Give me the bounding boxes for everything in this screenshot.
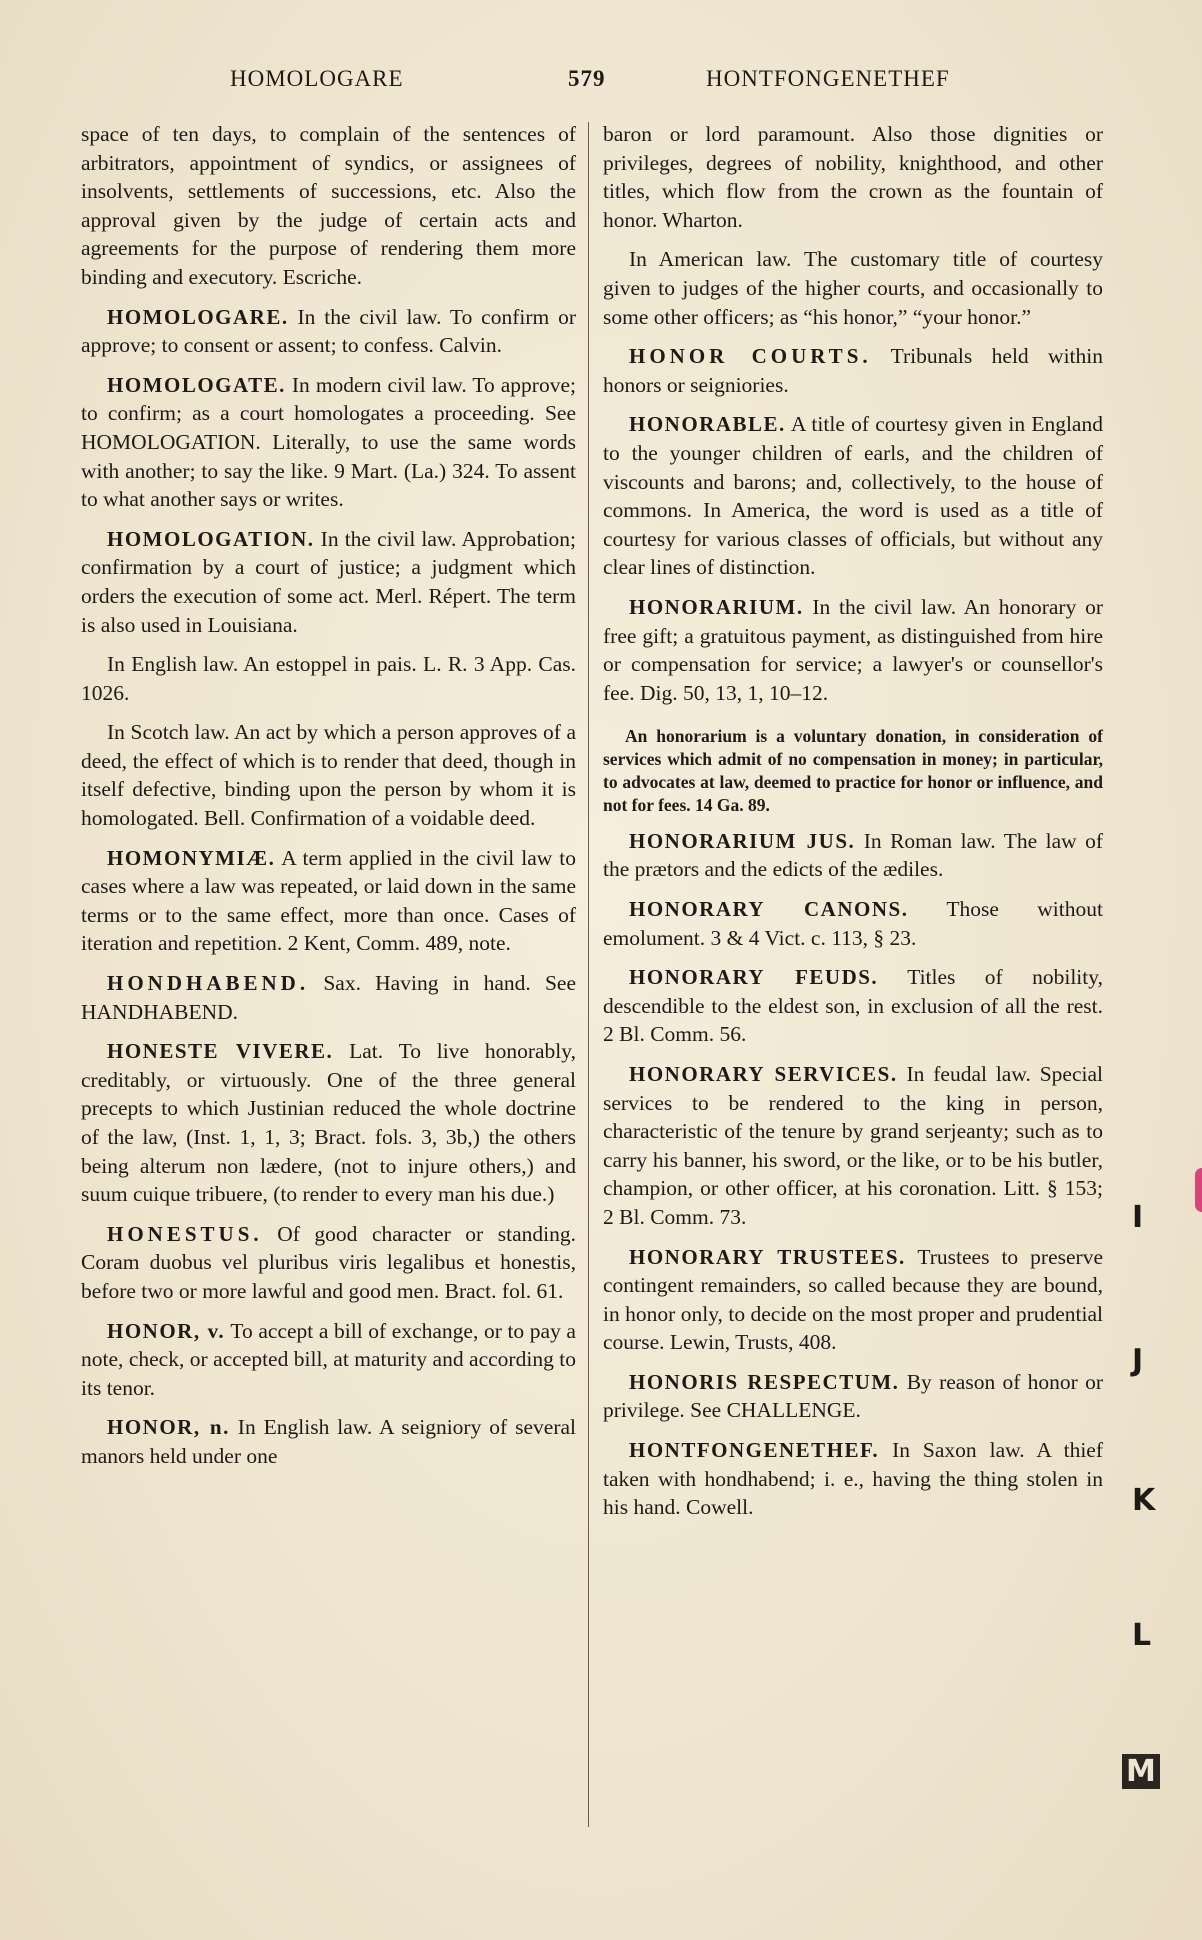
right-column [603,120,1103,1533]
continued-entry-american [603,245,1103,331]
entry-honestus [81,1220,576,1306]
headword: HONORARY TRUSTEES. [629,1244,906,1269]
thumb-index-letter[interactable]: M [1122,1754,1160,1789]
headword: HONOR, n. [107,1415,230,1440]
footnote: An honorarium is a voluntary donation, in consideration of services which admit of no compensation in money; in particular, to advocates at law, deemed to practice for honor or influence, and not for fees. 14 Ga. 89. [603,725,1103,815]
entry-text: In Saxon law. A thief taken with hondhabend; i. e., having the thing stolen in his hand. Cowell. [603,1438,1104,1520]
entry-homologare [81,303,576,360]
headword: HONORABLE. [629,412,786,437]
entry-text: In the civil law. Approbation; confirmation by a court of justice; a judgment which orders the execution of some act. Merl. Répert. The term is also used in Louisiana. [81,526,577,637]
entry-text: In the civil law. To confirm or approve; to consent or assent; to confess. Calvin. [81,304,577,358]
entry-honorary-services [603,1060,1103,1232]
headword: HONESTUS. [107,1221,263,1246]
entry-honorable [603,410,1103,582]
headword: HONDHABEND. [107,971,310,996]
entry-hondhabend [81,969,576,1026]
entry-honeste-vivere [81,1037,576,1209]
entry-hontfongenethef [603,1436,1103,1522]
entry-honorary-canons [603,895,1103,952]
page-number: 579 [568,66,606,91]
entry-text: To accept a bill of exchange, or to pay a note, check, or accepted bill, at maturity and according to its tenor. [81,1318,576,1400]
headword: HONORIS RESPECTUM. [629,1369,900,1394]
headword: HOMONYMIÆ. [107,845,276,870]
thumb-index-letter[interactable]: L [1132,1618,1152,1653]
entry-text: Those without emolument. 3 & 4 Vict. c. 113, § 23. [603,896,1103,950]
entry-honorary-feuds [603,963,1103,1049]
entry-text: baron or lord paramount. Also those dignities or privileges, degrees of nobility, knighthood, and other titles, which flow from the crown as the fountain of honor. Wharton. [603,122,1103,232]
headword: HONORARIUM JUS. [629,828,856,853]
entry-text: In Scotch law. An act by which a person approves of a deed, the effect of which is to render that deed, though in itself defective, binding upon the person by whom it is homologated. Bell. Confirmation of a voidable deed. [81,720,576,831]
entry-text: In English law. An estoppel in pais. L. R. 3 App. Cas. 1026. [81,652,576,705]
right-guide-word: HONTFONGENETHEF [706,66,950,91]
continued-entry [603,120,1103,234]
headword: HONORARY FEUDS. [629,965,879,990]
thumb-index-letter[interactable]: K [1132,1483,1156,1518]
headword: HOMOLOGATE. [107,372,286,397]
headword: HONTFONGENETHEF. [629,1438,880,1463]
column-divider [588,122,589,1827]
entry-text: In Roman law. The law of the prætors and the edicts of the ædiles. [603,828,1103,882]
entry-text: space of ten days, to complain of the sentences of arbitrators, appointment of syndics, or assignees of insolvents, settlements of successions, etc. Also the approval given by the judge of certain acts and agreements for the purpose of rendering them more binding and executory. Escriche. [81,122,576,289]
entry-text: Of good character or standing. Coram duobus vel pluribus viris legalibus et honestis, before two or more lawful and good men. Bract. fol. 61. [81,1221,576,1303]
entry-text: Trustees to preserve contingent remainders, so called because they are bound, in honor only, to decide on the most proper and prudential course. Lewin, Trusts, 408. [603,1244,1103,1355]
entry-honor-verb [81,1317,576,1403]
entry-homologation-english [81,650,576,707]
headword: HONORARY SERVICES. [629,1061,898,1086]
entry-honorarium [603,593,1103,707]
headword: HOMOLOGATION. [107,526,315,551]
continued-entry [81,120,576,292]
entry-text: In English law. A seigniory of several manors held under one [81,1415,577,1468]
entry-homologate [81,371,576,514]
entry-homologation-scotch [81,718,576,832]
entry-text: Tribunals held within honors or seigniories. [603,344,1103,397]
running-header [0,66,1202,100]
headword: HOMOLOGARE. [107,304,289,329]
entry-text: A term applied in the civil law to cases where a law was repeated, or laid down in the same terms or to the same effect, more than once. Cases of iteration and repetition. 2 Kent, Comm. 489, note. [81,845,576,956]
entry-homonymiae [81,844,576,958]
entry-text: In the civil law. An honorary or free gift; a gratuitous payment, as distinguished from hire or compensation for service; a lawyer's or counsellor's fee. Dig. 50, 13, 1, 10–12. [603,594,1104,705]
entry-text: By reason of honor or privilege. See CHALLENGE. [603,1369,1104,1423]
entry-homologation [81,525,576,639]
headword: HONORARIUM. [629,594,804,619]
entry-honorary-trustees [603,1243,1103,1357]
left-guide-word: HOMOLOGARE [230,66,404,91]
entry-text: Titles of nobility, descendible to the eldest son, in exclusion of all the rest. 2 Bl. Comm. 56. [603,965,1103,1047]
left-column [81,120,576,1482]
entry-text: Sax. Having in hand. See HANDHABEND. [81,971,577,1024]
thumb-index-letter[interactable]: J [1132,1343,1144,1378]
headword: HONORARY CANONS. [629,896,909,921]
entry-text: In American law. The customary title of courtesy given to judges of the higher courts, and occasionally to some other officers; as “his honor,” “your honor.” [603,247,1103,329]
page-edge-tab-mark [1195,1168,1202,1212]
entry-text: A title of courtesy given in England to the younger children of earls, and the children of viscounts and barons; and, collectively, to the house of commons. In America, the word is used as a title of courtesy for various classes of officials, but without any clear lines of distinction. [603,412,1103,580]
entry-text: In feudal law. Special services to be rendered to the king in person, characteristic of the tenure by grand serjeanty; such as to carry his banner, his sword, or the like, or to be his butler, champion, or other officer, at his coronation. Litt. § 153; 2 Bl. Comm. 73. [603,1061,1104,1229]
entry-honor-noun [81,1413,576,1470]
entry-honor-courts [603,342,1103,399]
thumb-index-letter[interactable]: I [1132,1200,1144,1235]
entry-honorarium-jus [603,827,1103,884]
headword: HONESTE VIVERE. [107,1039,334,1064]
headword: HONOR, v. [107,1318,226,1343]
entry-text: Lat. To live honorably, creditably, or virtuously. One of the three general precepts to which Justinian reduced the whole doctrine of the law, (Inst. 1, 1, 3; Bract. fols. 3, 3b,) the others being alterum non lædere, (not to injure others,) and suum cuique tribuere, (to render to every man his due.) [81,1039,577,1207]
headword: HONOR COURTS. [629,344,872,369]
entry-text: In modern civil law. To approve; to confirm; as a court homologates a proceeding. See HOMOLOGATION. Literally, to use the same words with another; to say the like. 9 Mart. (La.) 324. To assent to what another says or writes. [81,372,576,512]
entry-honoris-respectum [603,1368,1103,1425]
